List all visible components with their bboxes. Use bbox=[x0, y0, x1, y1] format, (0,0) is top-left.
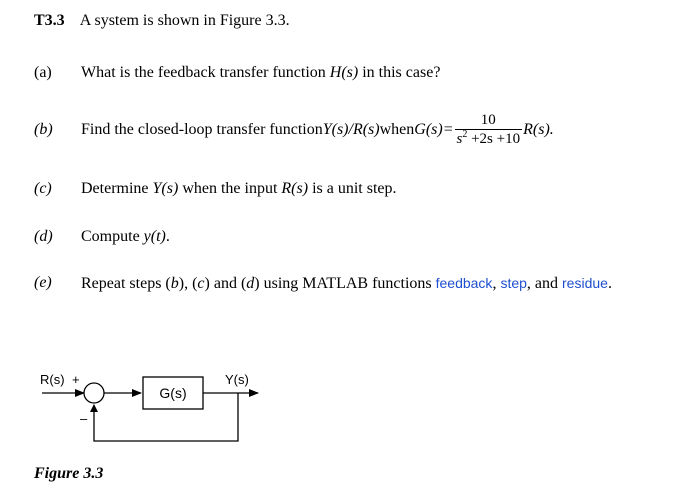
g-numerator: 10 bbox=[455, 112, 523, 130]
matlab-residue: residue bbox=[562, 275, 608, 291]
part-b-prefix: Find the closed-loop transfer function bbox=[81, 120, 323, 138]
minus-sign: – bbox=[80, 411, 88, 426]
block-diagram bbox=[30, 360, 290, 450]
part-d-prefix: Compute bbox=[81, 228, 144, 245]
part-e-step-b: b bbox=[170, 275, 179, 292]
part-a-math: H(s) bbox=[329, 64, 359, 81]
part-d-suffix: . bbox=[165, 228, 170, 245]
part-c-suffix: is a unit step. bbox=[308, 180, 397, 197]
problem-intro: A system is shown in Figure 3.3. bbox=[79, 12, 290, 29]
part-e-step-c: c bbox=[197, 275, 205, 292]
matlab-feedback: feedback bbox=[435, 275, 493, 291]
part-e-sep1: ), ( bbox=[178, 275, 198, 292]
part-e-step-d: d bbox=[246, 275, 255, 292]
part-a-label: (a) bbox=[34, 64, 52, 81]
g-den-s: s bbox=[456, 130, 463, 147]
g-fraction bbox=[455, 112, 523, 148]
part-c-mid: when the input bbox=[178, 180, 282, 197]
part-e-prefix: Repeat steps ( bbox=[81, 275, 171, 292]
input-label: R(s) bbox=[40, 372, 65, 387]
part-e-text bbox=[81, 273, 612, 294]
part-b-mid: when bbox=[379, 120, 415, 138]
g-den-exp: 2 bbox=[462, 128, 468, 140]
output-label: Y(s) bbox=[225, 372, 249, 387]
g-denominator bbox=[455, 130, 523, 148]
block-label: G(s) bbox=[159, 385, 187, 401]
problem-number: T3.3 bbox=[34, 12, 65, 29]
part-c-math: Y(s) bbox=[152, 180, 179, 197]
part-e-end: . bbox=[607, 275, 612, 292]
part-a-text bbox=[81, 63, 440, 83]
part-a-prefix: What is the feedback transfer function bbox=[81, 64, 330, 81]
part-e-sep3: ) using MATLAB functions bbox=[254, 275, 436, 292]
part-c-label: (c) bbox=[34, 180, 52, 197]
part-c-prefix: Determine bbox=[81, 180, 153, 197]
part-b-label: (b) bbox=[34, 121, 53, 138]
part-e-label: (e) bbox=[34, 274, 52, 291]
feedback-arrowhead bbox=[90, 404, 98, 412]
plus-sign: + bbox=[72, 372, 80, 387]
part-e-comma1: , bbox=[492, 275, 501, 292]
part-a-suffix: in this case? bbox=[358, 64, 441, 81]
part-c-math2: R(s) bbox=[281, 180, 309, 197]
part-d-math: y(t) bbox=[143, 228, 166, 245]
g-den-rest: +2s +10 bbox=[467, 130, 521, 147]
figure-caption: Figure 3.3 bbox=[34, 465, 104, 482]
part-b-text bbox=[81, 107, 554, 152]
part-e-comma2: , and bbox=[526, 275, 563, 292]
part-b-math: Y(s)/R(s) bbox=[322, 120, 380, 138]
part-b-g-rhs: R(s). bbox=[523, 120, 554, 138]
part-b-g-lhs: G(s)= bbox=[414, 120, 454, 138]
summing-junction bbox=[84, 383, 104, 403]
part-d-label: (d) bbox=[34, 228, 53, 245]
part-c-text bbox=[81, 179, 397, 199]
matlab-step: step bbox=[500, 275, 527, 291]
part-e-sep2: ) and ( bbox=[204, 275, 247, 292]
part-d-text bbox=[81, 227, 170, 247]
problem-header bbox=[34, 11, 290, 31]
